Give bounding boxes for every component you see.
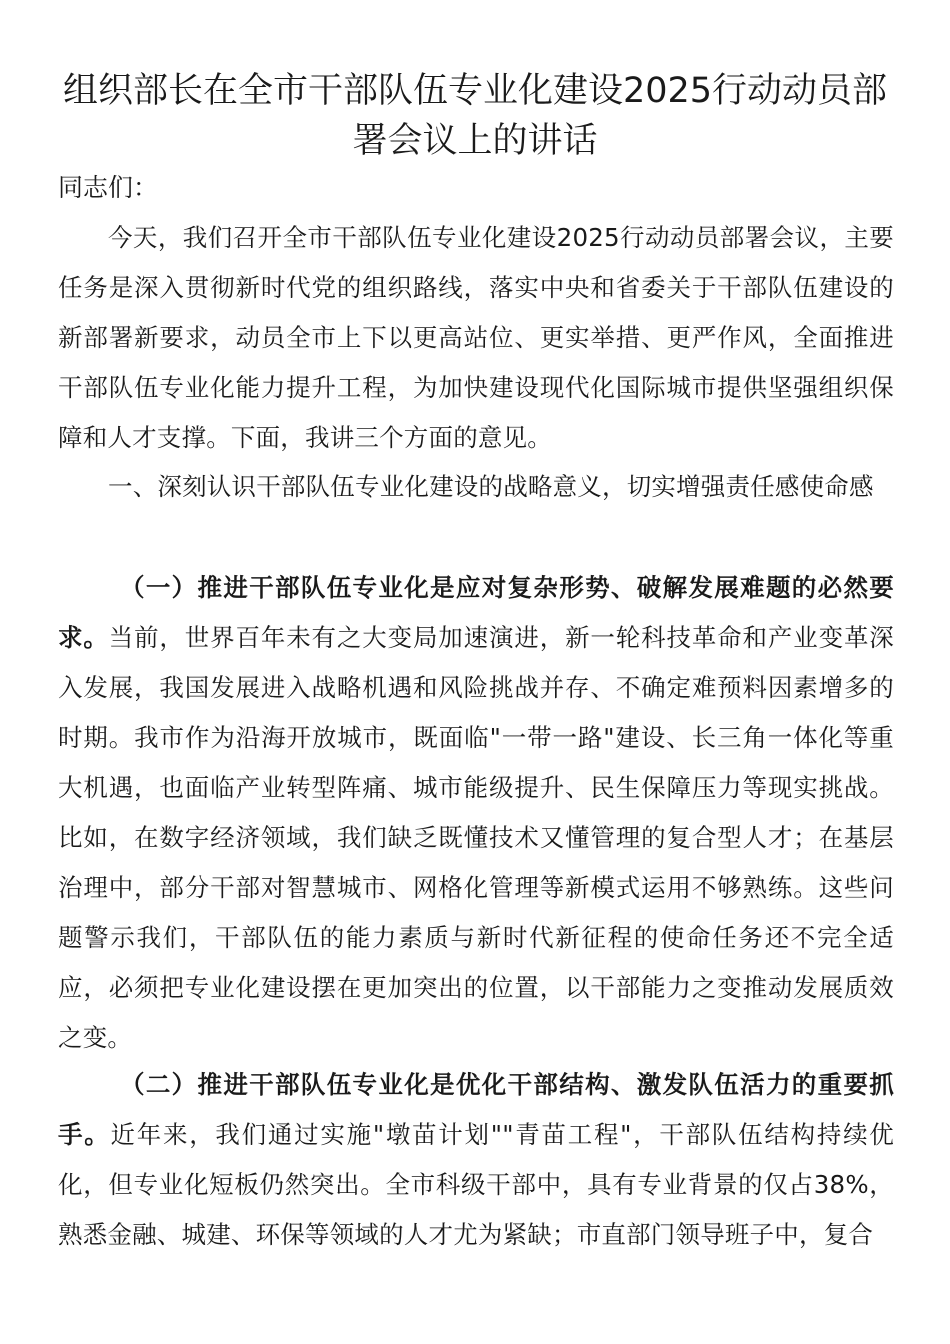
subsection-1-body: 当前，世界百年未有之大变局加速演进，新一轮科技革命和产业变革深入发展，我国发展进入战略机遇和风险挑战并存、不确定难预料因素增多的时期。我市作为沿海开放城市，既面临"一带一路"建设、长三角一体化等重大机遇，也面临产业转型阵痛、城市能级提升、民生保障压力等现实挑战。比如，在数字经济领域，我们缺乏既懂技术又懂管理的复合型人才；在基层治理中，部分干部对智慧城市、网格化管理等新模式运用不够熟练。这些问题警示我们，干部队伍的能力素质与新时代新征程的使命任务还不完全适应，必须把专业化建设摆在更加突出的位置，以干部能力之变推动发展质效之变。 <box>58 623 895 1052</box>
subsection-2-heading: （二）推进干部队伍专业化是优化干部结构、激发队伍活力的重要抓手。 <box>58 1070 894 1149</box>
intro-paragraph: 今天，我们召开全市干部队伍专业化建设2025行动动员部署会议，主要任务是深入贯彻新时代党的组织路线，落实中央和省委关于干部队伍建设的新部署新要求，动员全市上下以更高站位、更实举措、更严作风，全面推进干部队伍专业化能力提升工程，为加快建设现代化国际城市提供坚强组织保障和人才支撑。下面，我讲三个方面的意见。 <box>58 223 894 452</box>
subsection-1-heading: （一）推进干部队伍专业化是应对复杂形势、破解发展难题的必然要求。 <box>58 573 894 652</box>
document-title: 组织部长在全市干部队伍专业化建设2025行动动员部署会议上的讲话 <box>62 71 888 161</box>
subsection-2-paragraph <box>58 1060 894 1260</box>
subsection-2-body: 近年来，我们通过实施"墩苗计划""青苗工程"，干部队伍结构持续优化，但专业化短板仍然突出。全市科级干部中，具有专业背景的仅占38%，熟悉金融、城建、环保等领域的人才尤为紧缺；市直部门领导班子中，复合 <box>58 1120 894 1249</box>
subsection-1-paragraph <box>58 563 894 1063</box>
section-1-heading: 一、深刻认识干部队伍专业化建设的战略意义，切实增强责任感使命感 <box>108 472 874 501</box>
salutation: 同志们： <box>58 173 159 202</box>
